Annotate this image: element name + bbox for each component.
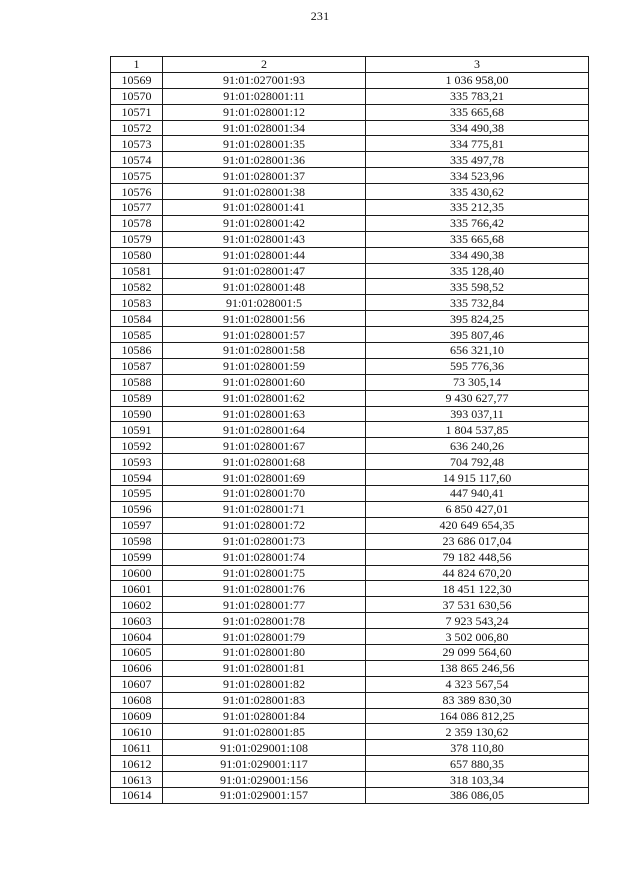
cadastral-number-cell: 91:01:028001:76 [163,581,366,597]
cadastral-value-cell: 378 110,80 [366,740,589,756]
cadastral-value-cell: 4 323 567,54 [366,676,589,692]
cadastral-number-cell: 91:01:028001:63 [163,406,366,422]
cadastral-value-cell: 335 497,78 [366,152,589,168]
cadastral-number-cell: 91:01:028001:36 [163,152,366,168]
cadastral-number-cell: 91:01:028001:67 [163,438,366,454]
cadastral-number-cell: 91:01:028001:75 [163,565,366,581]
row-number-cell: 10588 [111,374,163,390]
row-number-cell: 10580 [111,247,163,263]
row-number-cell: 10599 [111,549,163,565]
row-number-cell: 10582 [111,279,163,295]
cadastral-number-cell: 91:01:028001:56 [163,311,366,327]
cadastral-number-cell: 91:01:027001:93 [163,72,366,88]
cadastral-value-cell: 334 490,38 [366,247,589,263]
table-row [111,597,589,613]
row-number-cell: 10611 [111,740,163,756]
row-number-cell: 10608 [111,692,163,708]
cadastral-value-cell: 393 037,11 [366,406,589,422]
cadastral-value-cell: 14 915 117,60 [366,470,589,486]
cadastral-number-cell: 91:01:029001:157 [163,787,366,803]
row-number-cell: 10571 [111,104,163,120]
row-number-cell: 10578 [111,215,163,231]
cadastral-value-cell: 164 086 812,25 [366,708,589,724]
table-row [111,343,589,359]
column-header-2: 2 [163,57,366,73]
cadastral-number-cell: 91:01:028001:77 [163,597,366,613]
table-row [111,486,589,502]
cadastral-number-cell: 91:01:028001:38 [163,184,366,200]
cadastral-number-cell: 91:01:029001:117 [163,756,366,772]
table-body [111,72,589,803]
row-number-cell: 10587 [111,358,163,374]
cadastral-value-cell: 335 212,35 [366,200,589,216]
table-row [111,72,589,88]
row-number-cell: 10594 [111,470,163,486]
row-number-cell: 10572 [111,120,163,136]
table-row [111,438,589,454]
column-header-3: 3 [366,57,589,73]
table-row [111,295,589,311]
table-row [111,533,589,549]
cadastral-number-cell: 91:01:028001:80 [163,644,366,660]
row-number-cell: 10602 [111,597,163,613]
cadastral-number-cell: 91:01:028001:34 [163,120,366,136]
row-number-cell: 10574 [111,152,163,168]
cadastral-number-cell: 91:01:028001:71 [163,501,366,517]
cadastral-value-cell: 73 305,14 [366,374,589,390]
table-row [111,454,589,470]
cadastral-number-cell: 91:01:028001:35 [163,136,366,152]
cadastral-value-cell: 3 502 006,80 [366,629,589,645]
table-row [111,152,589,168]
cadastral-value-cell: 37 531 630,56 [366,597,589,613]
cadastral-value-cell: 334 490,38 [366,120,589,136]
cadastral-number-cell: 91:01:028001:82 [163,676,366,692]
cadastral-number-cell: 91:01:028001:70 [163,486,366,502]
cadastral-value-cell: 18 451 122,30 [366,581,589,597]
cadastral-number-cell: 91:01:028001:48 [163,279,366,295]
table-row [111,644,589,660]
cadastral-value-cell: 335 430,62 [366,184,589,200]
cadastral-number-cell: 91:01:028001:84 [163,708,366,724]
cadastral-value-cell: 335 766,42 [366,215,589,231]
cadastral-number-cell: 91:01:028001:42 [163,215,366,231]
table-row [111,708,589,724]
table-row [111,517,589,533]
cadastral-number-cell: 91:01:028001:59 [163,358,366,374]
cadastral-number-cell: 91:01:028001:41 [163,200,366,216]
cadastral-value-cell: 335 128,40 [366,263,589,279]
page-number: 231 [310,9,330,23]
table-row [111,136,589,152]
table-row [111,390,589,406]
cadastral-value-cell: 318 103,34 [366,772,589,788]
cadastral-number-cell: 91:01:028001:83 [163,692,366,708]
row-number-cell: 10598 [111,533,163,549]
row-number-cell: 10586 [111,343,163,359]
row-number-cell: 10603 [111,613,163,629]
row-number-cell: 10569 [111,72,163,88]
table-row [111,740,589,756]
row-number-cell: 10605 [111,644,163,660]
cadastral-number-cell: 91:01:028001:72 [163,517,366,533]
table-row [111,756,589,772]
cadastral-number-cell: 91:01:028001:85 [163,724,366,740]
cadastral-number-cell: 91:01:029001:108 [163,740,366,756]
table-row [111,772,589,788]
cadastral-value-cell: 9 430 627,77 [366,390,589,406]
cadastral-number-cell: 91:01:028001:73 [163,533,366,549]
row-number-cell: 10579 [111,231,163,247]
row-number-cell: 10606 [111,660,163,676]
cadastral-value-cell: 334 775,81 [366,136,589,152]
cadastral-value-cell: 1 036 958,00 [366,72,589,88]
cadastral-value-cell: 6 850 427,01 [366,501,589,517]
row-number-cell: 10573 [111,136,163,152]
table-row [111,660,589,676]
cadastral-table-container [110,56,588,804]
cadastral-value-cell: 79 182 448,56 [366,549,589,565]
cadastral-number-cell: 91:01:028001:81 [163,660,366,676]
cadastral-value-cell: 7 923 543,24 [366,613,589,629]
row-number-cell: 10591 [111,422,163,438]
cadastral-number-cell: 91:01:028001:68 [163,454,366,470]
table-row [111,311,589,327]
row-number-cell: 10613 [111,772,163,788]
table-row [111,787,589,803]
table-row [111,104,589,120]
cadastral-value-cell: 2 359 130,62 [366,724,589,740]
cadastral-value-cell: 636 240,26 [366,438,589,454]
row-number-cell: 10609 [111,708,163,724]
row-number-cell: 10600 [111,565,163,581]
cadastral-value-cell: 704 792,48 [366,454,589,470]
table-row [111,263,589,279]
cadastral-value-cell: 23 686 017,04 [366,533,589,549]
cadastral-value-cell: 83 389 830,30 [366,692,589,708]
table-row [111,358,589,374]
table-row [111,168,589,184]
row-number-cell: 10590 [111,406,163,422]
table-row [111,676,589,692]
cadastral-value-cell: 595 776,36 [366,358,589,374]
table-row [111,565,589,581]
cadastral-value-cell: 420 649 654,35 [366,517,589,533]
row-number-cell: 10575 [111,168,163,184]
cadastral-number-cell: 91:01:028001:44 [163,247,366,263]
row-number-cell: 10595 [111,486,163,502]
row-number-cell: 10570 [111,88,163,104]
row-number-cell: 10596 [111,501,163,517]
row-number-cell: 10584 [111,311,163,327]
cadastral-number-cell: 91:01:028001:5 [163,295,366,311]
table-row [111,406,589,422]
table-row [111,184,589,200]
cadastral-value-cell: 335 783,21 [366,88,589,104]
table-row [111,581,589,597]
cadastral-number-cell: 91:01:028001:12 [163,104,366,120]
cadastral-value-cell: 656 321,10 [366,343,589,359]
table-row [111,549,589,565]
row-number-cell: 10589 [111,390,163,406]
row-number-cell: 10604 [111,629,163,645]
table-row [111,629,589,645]
row-number-cell: 10585 [111,327,163,343]
cadastral-value-cell: 335 598,52 [366,279,589,295]
cadastral-value-cell: 29 099 564,60 [366,644,589,660]
table-row [111,231,589,247]
table-row [111,200,589,216]
column-header-1: 1 [111,57,163,73]
cadastral-value-cell: 386 086,05 [366,787,589,803]
cadastral-value-table [110,56,589,804]
table-row [111,470,589,486]
row-number-cell: 10593 [111,454,163,470]
cadastral-value-cell: 657 880,35 [366,756,589,772]
table-header-row [111,57,589,73]
table-row [111,120,589,136]
cadastral-value-cell: 395 824,25 [366,311,589,327]
cadastral-number-cell: 91:01:028001:74 [163,549,366,565]
cadastral-value-cell: 447 940,41 [366,486,589,502]
row-number-cell: 10614 [111,787,163,803]
row-number-cell: 10577 [111,200,163,216]
cadastral-value-cell: 335 732,84 [366,295,589,311]
table-row [111,374,589,390]
cadastral-number-cell: 91:01:028001:47 [163,263,366,279]
row-number-cell: 10576 [111,184,163,200]
row-number-cell: 10607 [111,676,163,692]
row-number-cell: 10597 [111,517,163,533]
cadastral-number-cell: 91:01:028001:79 [163,629,366,645]
cadastral-number-cell: 91:01:028001:78 [163,613,366,629]
cadastral-value-cell: 1 804 537,85 [366,422,589,438]
table-row [111,692,589,708]
row-number-cell: 10610 [111,724,163,740]
cadastral-number-cell: 91:01:028001:69 [163,470,366,486]
row-number-cell: 10612 [111,756,163,772]
cadastral-value-cell: 395 807,46 [366,327,589,343]
cadastral-value-cell: 334 523,96 [366,168,589,184]
table-row [111,247,589,263]
row-number-cell: 10601 [111,581,163,597]
table-row [111,613,589,629]
table-row [111,215,589,231]
cadastral-number-cell: 91:01:028001:58 [163,343,366,359]
row-number-cell: 10581 [111,263,163,279]
table-row [111,422,589,438]
cadastral-number-cell: 91:01:028001:60 [163,374,366,390]
cadastral-number-cell: 91:01:028001:43 [163,231,366,247]
cadastral-number-cell: 91:01:029001:156 [163,772,366,788]
row-number-cell: 10592 [111,438,163,454]
table-row [111,501,589,517]
cadastral-value-cell: 335 665,68 [366,231,589,247]
cadastral-number-cell: 91:01:028001:57 [163,327,366,343]
cadastral-number-cell: 91:01:028001:37 [163,168,366,184]
cadastral-number-cell: 91:01:028001:64 [163,422,366,438]
cadastral-value-cell: 138 865 246,56 [366,660,589,676]
table-row [111,279,589,295]
table-row [111,327,589,343]
table-row [111,88,589,104]
table-row [111,724,589,740]
cadastral-number-cell: 91:01:028001:62 [163,390,366,406]
row-number-cell: 10583 [111,295,163,311]
cadastral-number-cell: 91:01:028001:11 [163,88,366,104]
cadastral-value-cell: 335 665,68 [366,104,589,120]
cadastral-value-cell: 44 824 670,20 [366,565,589,581]
